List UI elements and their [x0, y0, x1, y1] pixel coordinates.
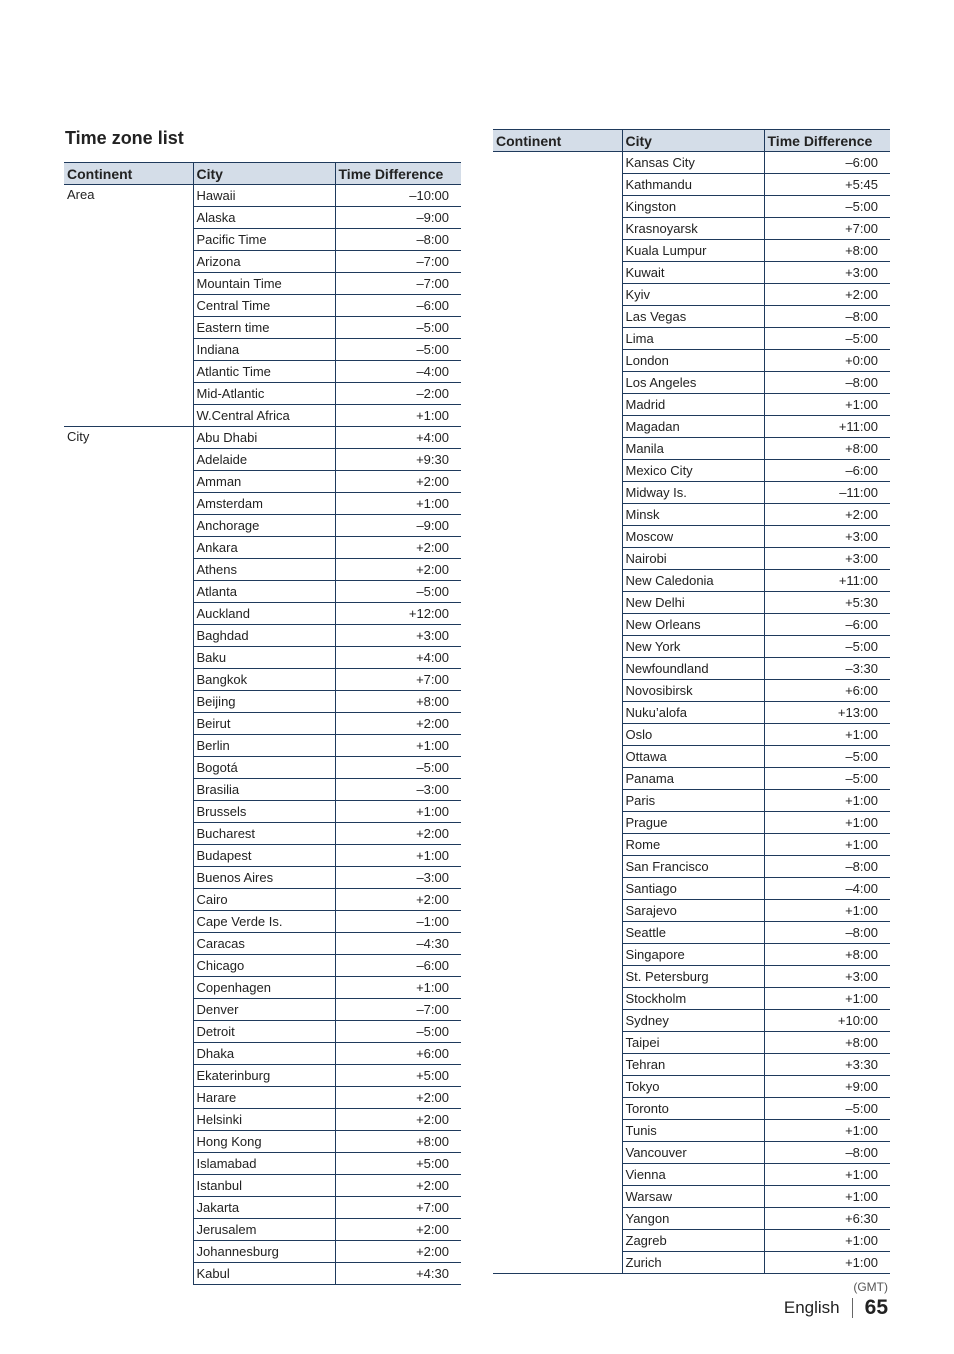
time-difference-cell: –8:00	[335, 229, 461, 251]
table-row	[493, 152, 890, 174]
time-difference-cell: +2:00	[764, 284, 890, 306]
continent-cell: Area	[64, 185, 193, 427]
city-cell: Amman	[193, 471, 335, 493]
city-cell: Moscow	[622, 526, 764, 548]
city-cell: New Caledonia	[622, 570, 764, 592]
time-difference-cell: +4:00	[335, 427, 461, 449]
city-cell: New Delhi	[622, 592, 764, 614]
city-cell: Helsinki	[193, 1109, 335, 1131]
time-difference-cell: –5:00	[764, 328, 890, 350]
city-cell: Auckland	[193, 603, 335, 625]
city-cell: Denver	[193, 999, 335, 1021]
time-difference-cell: +1:00	[764, 724, 890, 746]
time-difference-cell: +1:00	[764, 900, 890, 922]
city-cell: Singapore	[622, 944, 764, 966]
time-difference-cell: +1:00	[764, 1164, 890, 1186]
time-difference-cell: +3:00	[335, 625, 461, 647]
city-cell: Jakarta	[193, 1197, 335, 1219]
city-cell: St. Petersburg	[622, 966, 764, 988]
time-difference-cell: –8:00	[764, 856, 890, 878]
time-difference-cell: +5:00	[335, 1065, 461, 1087]
table-body-right	[493, 152, 890, 1274]
city-cell: Johannesburg	[193, 1241, 335, 1263]
time-difference-cell: +2:00	[335, 1241, 461, 1263]
time-difference-cell: –8:00	[764, 1142, 890, 1164]
city-cell: Kansas City	[622, 152, 764, 174]
city-cell: Tunis	[622, 1120, 764, 1142]
time-difference-cell: –11:00	[764, 482, 890, 504]
city-cell: Zurich	[622, 1252, 764, 1274]
city-cell: Midway Is.	[622, 482, 764, 504]
time-difference-cell: –4:00	[764, 878, 890, 900]
city-cell: Kathmandu	[622, 174, 764, 196]
time-difference-cell: +8:00	[335, 1131, 461, 1153]
header-city: City	[622, 130, 764, 152]
time-difference-cell: –8:00	[764, 922, 890, 944]
city-cell: Eastern time	[193, 317, 335, 339]
time-difference-cell: –6:00	[335, 295, 461, 317]
time-difference-cell: +2:00	[335, 1175, 461, 1197]
city-cell: Magadan	[622, 416, 764, 438]
city-cell: Cairo	[193, 889, 335, 911]
city-cell: Mexico City	[622, 460, 764, 482]
city-cell: Vienna	[622, 1164, 764, 1186]
city-cell: Brussels	[193, 801, 335, 823]
time-difference-cell: +12:00	[335, 603, 461, 625]
city-cell: Istanbul	[193, 1175, 335, 1197]
time-difference-cell: +11:00	[764, 570, 890, 592]
city-cell: Mountain Time	[193, 273, 335, 295]
city-cell: Pacific Time	[193, 229, 335, 251]
time-difference-cell: +9:30	[335, 449, 461, 471]
time-difference-cell: –1:00	[335, 911, 461, 933]
city-cell: Jerusalem	[193, 1219, 335, 1241]
city-cell: Detroit	[193, 1021, 335, 1043]
city-cell: Prague	[622, 812, 764, 834]
city-cell: New York	[622, 636, 764, 658]
city-cell: Las Vegas	[622, 306, 764, 328]
time-difference-cell: +6:30	[764, 1208, 890, 1230]
city-cell: Zagreb	[622, 1230, 764, 1252]
time-difference-cell: –6:00	[764, 460, 890, 482]
table-header-row	[64, 163, 461, 185]
table-row	[64, 427, 461, 449]
gmt-note: (GMT)	[853, 1280, 888, 1294]
time-difference-cell: –3:00	[335, 867, 461, 889]
city-cell: Caracas	[193, 933, 335, 955]
city-cell: Paris	[622, 790, 764, 812]
city-cell: Berlin	[193, 735, 335, 757]
time-difference-cell: +9:00	[764, 1076, 890, 1098]
time-difference-cell: +11:00	[764, 416, 890, 438]
timezone-table-right	[493, 129, 890, 1274]
time-difference-cell: +6:00	[764, 680, 890, 702]
time-difference-cell: –7:00	[335, 251, 461, 273]
time-difference-cell: –4:30	[335, 933, 461, 955]
time-difference-cell: +6:00	[335, 1043, 461, 1065]
footer-divider	[852, 1298, 853, 1318]
time-difference-cell: +2:00	[335, 559, 461, 581]
time-difference-cell: +4:00	[335, 647, 461, 669]
city-cell: London	[622, 350, 764, 372]
time-difference-cell: +1:00	[764, 1120, 890, 1142]
city-cell: Panama	[622, 768, 764, 790]
page-title: Time zone list	[65, 128, 184, 148]
time-difference-cell: –2:00	[335, 383, 461, 405]
time-difference-cell: +2:00	[335, 713, 461, 735]
time-difference-cell: –5:00	[335, 339, 461, 361]
time-difference-cell: –6:00	[764, 152, 890, 174]
time-difference-cell: +0:00	[764, 350, 890, 372]
page-footer	[784, 1296, 888, 1320]
city-cell: Amsterdam	[193, 493, 335, 515]
city-cell: Bangkok	[193, 669, 335, 691]
time-difference-cell: +8:00	[764, 944, 890, 966]
time-difference-cell: +2:00	[335, 1109, 461, 1131]
time-difference-cell: +1:00	[335, 845, 461, 867]
city-cell: Buenos Aires	[193, 867, 335, 889]
city-cell: Indiana	[193, 339, 335, 361]
city-cell: Brasilia	[193, 779, 335, 801]
city-cell: Tehran	[622, 1054, 764, 1076]
time-difference-cell: +3:00	[764, 966, 890, 988]
time-difference-cell: –8:00	[764, 306, 890, 328]
city-cell: Novosibirsk	[622, 680, 764, 702]
city-cell: Bucharest	[193, 823, 335, 845]
city-cell: Islamabad	[193, 1153, 335, 1175]
table-header-row	[493, 130, 890, 152]
city-cell: New Orleans	[622, 614, 764, 636]
time-difference-cell: +2:00	[335, 889, 461, 911]
city-cell: Athens	[193, 559, 335, 581]
city-cell: Adelaide	[193, 449, 335, 471]
time-difference-cell: +2:00	[335, 471, 461, 493]
time-difference-cell: +2:00	[335, 537, 461, 559]
header-time-difference: Time Difference	[335, 163, 461, 185]
city-cell: Taipei	[622, 1032, 764, 1054]
time-difference-cell: –5:00	[335, 1021, 461, 1043]
time-difference-cell: +1:00	[335, 493, 461, 515]
city-cell: Baghdad	[193, 625, 335, 647]
time-difference-cell: –7:00	[335, 273, 461, 295]
time-difference-cell: +7:00	[335, 669, 461, 691]
city-cell: Beirut	[193, 713, 335, 735]
city-cell: Stockholm	[622, 988, 764, 1010]
city-cell: Budapest	[193, 845, 335, 867]
city-cell: Copenhagen	[193, 977, 335, 999]
city-cell: Seattle	[622, 922, 764, 944]
time-difference-cell: +2:00	[764, 504, 890, 526]
time-difference-cell: –5:00	[764, 636, 890, 658]
city-cell: Yangon	[622, 1208, 764, 1230]
city-cell: Harare	[193, 1087, 335, 1109]
continent-cell: City	[64, 427, 193, 1285]
city-cell: Kuwait	[622, 262, 764, 284]
city-cell: Manila	[622, 438, 764, 460]
time-difference-cell: +3:00	[764, 548, 890, 570]
time-difference-cell: –5:00	[764, 196, 890, 218]
header-city: City	[193, 163, 335, 185]
city-cell: Rome	[622, 834, 764, 856]
time-difference-cell: –5:00	[764, 768, 890, 790]
city-cell: Newfoundland	[622, 658, 764, 680]
time-difference-cell: –4:00	[335, 361, 461, 383]
time-difference-cell: –7:00	[335, 999, 461, 1021]
city-cell: Abu Dhabi	[193, 427, 335, 449]
time-difference-cell: +1:00	[335, 405, 461, 427]
header-continent: Continent	[493, 130, 622, 152]
city-cell: Hong Kong	[193, 1131, 335, 1153]
time-difference-cell: +3:30	[764, 1054, 890, 1076]
city-cell: Kuala Lumpur	[622, 240, 764, 262]
city-cell: Los Angeles	[622, 372, 764, 394]
city-cell: Sarajevo	[622, 900, 764, 922]
city-cell: Vancouver	[622, 1142, 764, 1164]
time-difference-cell: +8:00	[764, 1032, 890, 1054]
time-difference-cell: +7:00	[764, 218, 890, 240]
footer-language: English	[783, 1298, 840, 1317]
time-difference-cell: +3:00	[764, 526, 890, 548]
time-difference-cell: –5:00	[335, 317, 461, 339]
time-difference-cell: +5:00	[335, 1153, 461, 1175]
timezone-table-left	[64, 162, 461, 1285]
city-cell: San Francisco	[622, 856, 764, 878]
time-difference-cell: +8:00	[335, 691, 461, 713]
city-cell: Sydney	[622, 1010, 764, 1032]
city-cell: Lima	[622, 328, 764, 350]
time-difference-cell: +4:30	[335, 1263, 461, 1285]
city-cell: Oslo	[622, 724, 764, 746]
city-cell: Atlanta	[193, 581, 335, 603]
city-cell: Arizona	[193, 251, 335, 273]
time-difference-cell: +3:00	[764, 262, 890, 284]
time-difference-cell: +1:00	[335, 977, 461, 999]
city-cell: Dhaka	[193, 1043, 335, 1065]
table-row	[64, 185, 461, 207]
time-difference-cell: +1:00	[764, 834, 890, 856]
time-difference-cell: –6:00	[335, 955, 461, 977]
time-difference-cell: +1:00	[335, 735, 461, 757]
city-cell: Atlantic Time	[193, 361, 335, 383]
time-difference-cell: +1:00	[764, 1252, 890, 1274]
time-difference-cell: –5:00	[335, 757, 461, 779]
city-cell: Chicago	[193, 955, 335, 977]
page-number: 65	[864, 1296, 888, 1319]
time-difference-cell: –5:00	[764, 746, 890, 768]
city-cell: Central Time	[193, 295, 335, 317]
continent-cell	[493, 152, 622, 1274]
city-cell: Ankara	[193, 537, 335, 559]
city-cell: Krasnoyarsk	[622, 218, 764, 240]
header-time-difference: Time Difference	[764, 130, 890, 152]
city-cell: Anchorage	[193, 515, 335, 537]
city-cell: Nairobi	[622, 548, 764, 570]
time-difference-cell: –6:00	[764, 614, 890, 636]
city-cell: W.Central Africa	[193, 405, 335, 427]
city-cell: Toronto	[622, 1098, 764, 1120]
city-cell: Beijing	[193, 691, 335, 713]
time-difference-cell: +8:00	[764, 438, 890, 460]
city-cell: Warsaw	[622, 1186, 764, 1208]
city-cell: Bogotá	[193, 757, 335, 779]
city-cell: Tokyo	[622, 1076, 764, 1098]
city-cell: Kabul	[193, 1263, 335, 1285]
time-difference-cell: +1:00	[764, 1230, 890, 1252]
table-body-left	[64, 185, 461, 1285]
time-difference-cell: +2:00	[335, 1087, 461, 1109]
time-difference-cell: +1:00	[764, 812, 890, 834]
time-difference-cell: +5:30	[764, 592, 890, 614]
time-difference-cell: +5:45	[764, 174, 890, 196]
city-cell: Ottawa	[622, 746, 764, 768]
time-difference-cell: –3:00	[335, 779, 461, 801]
city-cell: Minsk	[622, 504, 764, 526]
city-cell: Kingston	[622, 196, 764, 218]
time-difference-cell: –9:00	[335, 207, 461, 229]
time-difference-cell: +10:00	[764, 1010, 890, 1032]
city-cell: Mid-Atlantic	[193, 383, 335, 405]
header-continent: Continent	[64, 163, 193, 185]
city-cell: Santiago	[622, 878, 764, 900]
time-difference-cell: –9:00	[335, 515, 461, 537]
time-difference-cell: +1:00	[764, 394, 890, 416]
city-cell: Alaska	[193, 207, 335, 229]
time-difference-cell: +1:00	[764, 790, 890, 812]
time-difference-cell: +2:00	[335, 823, 461, 845]
time-difference-cell: +2:00	[335, 1219, 461, 1241]
city-cell: Hawaii	[193, 185, 335, 207]
time-difference-cell: +1:00	[764, 988, 890, 1010]
time-difference-cell: –5:00	[764, 1098, 890, 1120]
city-cell: Cape Verde Is.	[193, 911, 335, 933]
city-cell: Madrid	[622, 394, 764, 416]
city-cell: Ekaterinburg	[193, 1065, 335, 1087]
time-difference-cell: +7:00	[335, 1197, 461, 1219]
time-difference-cell: +1:00	[335, 801, 461, 823]
time-difference-cell: –8:00	[764, 372, 890, 394]
time-difference-cell: +1:00	[764, 1186, 890, 1208]
time-difference-cell: –5:00	[335, 581, 461, 603]
time-difference-cell: +8:00	[764, 240, 890, 262]
time-difference-cell: +13:00	[764, 702, 890, 724]
time-difference-cell: –10:00	[335, 185, 461, 207]
time-difference-cell: –3:30	[764, 658, 890, 680]
city-cell: Baku	[193, 647, 335, 669]
city-cell: Kyiv	[622, 284, 764, 306]
city-cell: Nuku’alofa	[622, 702, 764, 724]
